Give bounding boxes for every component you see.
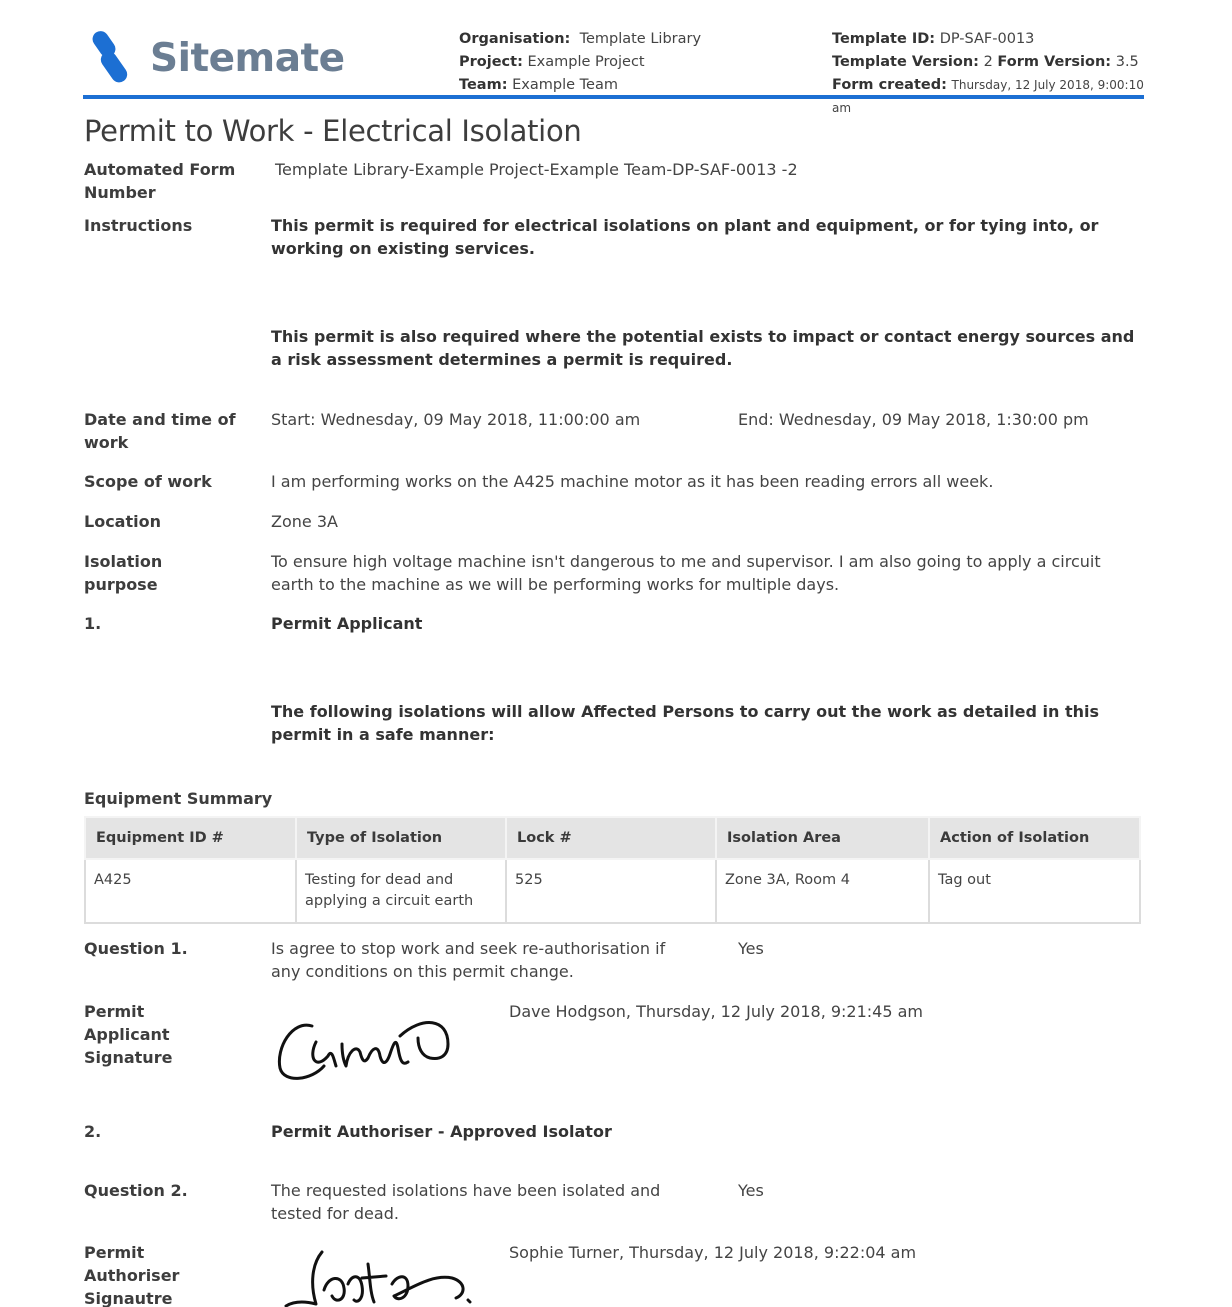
- question-2-text: The requested isolations have been isolated and tested for dead.: [271, 1181, 661, 1223]
- table-cell: Testing for dead and applying a circuit earth: [296, 859, 506, 923]
- column-header: Isolation Area: [716, 817, 929, 859]
- form-version-value: 3.5: [1115, 54, 1139, 70]
- location-label: Location: [84, 512, 161, 531]
- datetime-label: Date and time of work: [84, 410, 236, 452]
- table-cell: Tag out: [929, 859, 1140, 923]
- signature-1-signed-by: Dave Hodgson, Thursday, 12 July 2018, 9:21:45 am: [509, 1002, 924, 1021]
- team-value: Example Team: [512, 77, 618, 93]
- table-header-row: [85, 817, 1140, 859]
- organisation-label: Organisation:: [459, 31, 571, 47]
- signature-2-label: Permit Authoriser Signautre: [84, 1243, 180, 1307]
- form-version-label: Form Version:: [997, 54, 1112, 70]
- template-id-value: DP-SAF-0013: [939, 31, 1035, 47]
- template-version-label: Template Version:: [832, 54, 979, 70]
- purpose-value: To ensure high voltage machine isn't dangerous to me and supervisor. I am also going to apply a circuit earth to the machine as we will be performing works for multiple days.: [271, 552, 1101, 594]
- section-2-heading: Permit Authoriser - Approved Isolator: [271, 1122, 612, 1141]
- location-value: Zone 3A: [271, 512, 338, 531]
- equipment-summary-label: Equipment Summary: [84, 789, 273, 808]
- project-value: Example Project: [527, 54, 645, 70]
- question-1-label: Question 1.: [84, 939, 188, 958]
- template-id-label: Template ID:: [832, 31, 936, 47]
- project-label: Project:: [459, 54, 523, 70]
- form-created-value: Thursday, 12 July 2018, 9:00:10 am: [832, 78, 1144, 115]
- form-created-label: Form created:: [832, 77, 947, 93]
- question-1-answer: Yes: [738, 939, 764, 958]
- column-header: Lock #: [506, 817, 716, 859]
- form-number-label: Automated Form Number: [84, 160, 236, 202]
- column-header: Equipment ID #: [85, 817, 296, 859]
- signature-2-image: [282, 1244, 478, 1307]
- scope-value: I am performing works on the A425 machine motor as it has been reading errors all week.: [271, 472, 994, 491]
- header-meta-left: [459, 28, 701, 97]
- section-1-heading: Permit Applicant: [271, 614, 423, 633]
- page-header: [84, 24, 1144, 115]
- header-divider: [83, 95, 1144, 99]
- page-title: Permit to Work - Electrical Isolation: [84, 114, 582, 148]
- sitemate-logo: [88, 28, 345, 86]
- table-cell: 525: [506, 859, 716, 923]
- section-1-note: The following isolations will allow Affected Persons to carry out the work as detailed in this permit in a safe manner:: [271, 702, 1099, 744]
- instructions-paragraph-1: This permit is required for electrical isolations on plant and equipment, or for tying into, or working on existing services.: [271, 216, 1099, 258]
- template-version-value: 2: [983, 54, 993, 70]
- question-2-label: Question 2.: [84, 1181, 188, 1200]
- section-2-number: 2.: [84, 1122, 102, 1141]
- team-label: Team:: [459, 77, 508, 93]
- form-number-value: Template Library-Example Project-Example Team-DP-SAF-0013 -2: [275, 160, 798, 179]
- end-datetime: End: Wednesday, 09 May 2018, 1:30:00 pm: [738, 410, 1089, 429]
- equipment-table: [84, 816, 1141, 924]
- header-meta-right: [832, 28, 1144, 120]
- table-row: [85, 859, 1140, 923]
- start-datetime: Start: Wednesday, 09 May 2018, 11:00:00 am: [271, 410, 641, 429]
- instructions-label: Instructions: [84, 216, 193, 235]
- sitemate-logo-icon: [88, 28, 132, 86]
- scope-label: Scope of work: [84, 472, 212, 491]
- question-1-text: Is agree to stop work and seek re-authorisation if any conditions on this permit change.: [271, 939, 666, 981]
- table-cell: Zone 3A, Room 4: [716, 859, 929, 923]
- instructions-paragraph-2: This permit is also required where the potential exists to impact or contact energy sources and a risk assessment determines a permit is required.: [271, 327, 1135, 369]
- column-header: Action of Isolation: [929, 817, 1140, 859]
- organisation-value: Template Library: [579, 31, 702, 47]
- table-cell: A425: [85, 859, 296, 923]
- signature-2-signed-by: Sophie Turner, Thursday, 12 July 2018, 9:22:04 am: [509, 1243, 917, 1262]
- question-2-answer: Yes: [738, 1181, 764, 1200]
- column-header: Type of Isolation: [296, 817, 506, 859]
- signature-1-image: [272, 1008, 458, 1088]
- purpose-label: Isolation purpose: [84, 552, 163, 594]
- brand-name: Sitemate: [150, 35, 345, 81]
- signature-1-label: Permit Applicant Signature: [84, 1002, 173, 1067]
- section-1-number: 1.: [84, 614, 102, 633]
